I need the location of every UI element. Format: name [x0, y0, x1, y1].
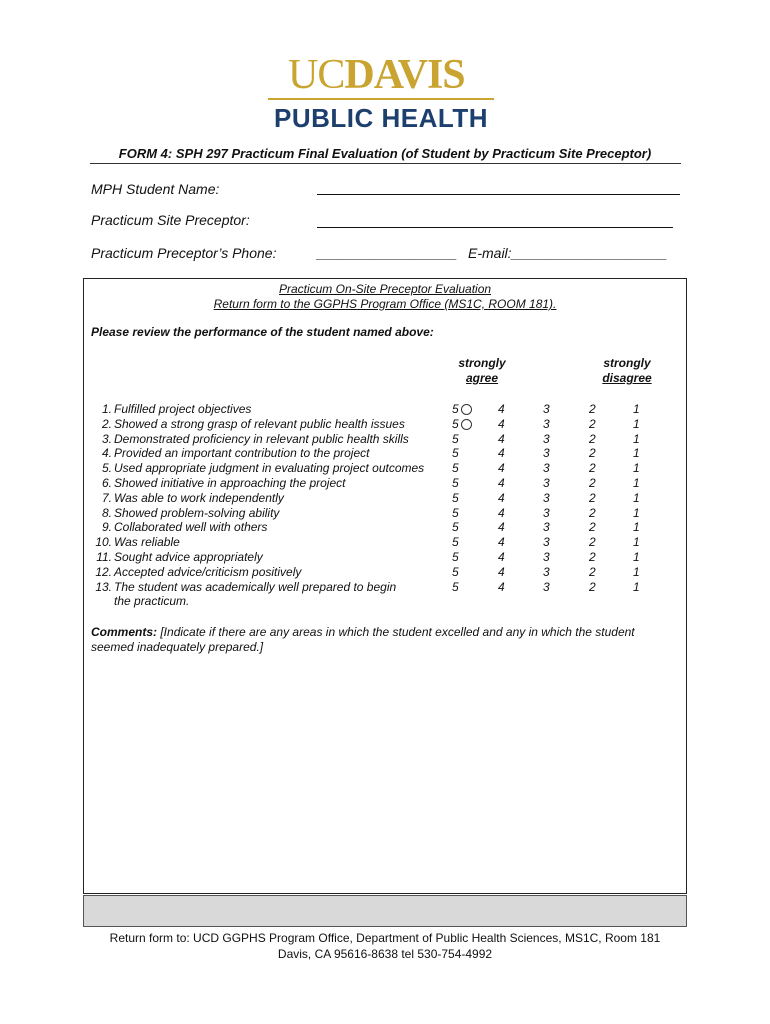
rating-option-5[interactable]: 5: [452, 535, 459, 549]
rating-option-4[interactable]: 4: [498, 565, 505, 579]
rating-option-4[interactable]: 4: [498, 402, 505, 416]
item-text: Showed problem-solving ability: [114, 506, 280, 520]
rating-option-1[interactable]: 1: [633, 432, 640, 446]
rating-option-3[interactable]: 3: [543, 520, 550, 534]
rating-option-5[interactable]: 5: [452, 580, 459, 594]
evaluation-item: [91, 476, 345, 490]
evaluation-item: [91, 565, 301, 579]
evaluation-item: [91, 446, 369, 460]
rating-option-3[interactable]: 3: [543, 506, 550, 520]
logo-subtitle: PUBLIC HEALTH: [274, 103, 489, 133]
form-title: FORM 4: SPH 297 Practicum Final Evaluation (of Student by Practicum Site Preceptor): [118, 146, 652, 161]
item-number: 1.: [101, 402, 112, 416]
rating-option-2[interactable]: 2: [589, 476, 596, 490]
phone-field[interactable]: __________________: [317, 245, 458, 261]
rating-option-4[interactable]: 4: [498, 550, 505, 564]
rating-option-1[interactable]: 1: [633, 476, 640, 490]
evaluation-item: [91, 520, 267, 534]
rating-option-2[interactable]: 2: [589, 550, 596, 564]
rating-option-2[interactable]: 2: [589, 417, 596, 431]
rating-option-5[interactable]: 5: [452, 491, 459, 505]
rating-option-2[interactable]: 2: [589, 446, 596, 460]
item-text: Fulfilled project objectives: [114, 402, 252, 416]
rating-option-3[interactable]: 3: [543, 446, 550, 460]
rating-option-5[interactable]: 5: [452, 565, 459, 579]
item-text: Demonstrated proficiency in relevant public health skills: [114, 432, 409, 446]
evaluation-item: [91, 402, 251, 416]
item-text: Accepted advice/criticism positively: [114, 565, 302, 579]
rating-option-2[interactable]: 2: [589, 491, 596, 505]
item-number: 3.: [101, 432, 112, 446]
rating-option-4[interactable]: 4: [498, 520, 505, 534]
rating-option-5[interactable]: 5: [452, 550, 459, 564]
return-note: Return form to the GGPHS Program Office (MS1C, ROOM 181).: [213, 297, 557, 311]
evaluation-heading: Practicum On-Site Preceptor Evaluation: [278, 282, 492, 296]
rating-option-1[interactable]: 1: [633, 520, 640, 534]
rating-option-3[interactable]: 3: [543, 417, 550, 431]
rating-option-2[interactable]: 2: [589, 580, 596, 594]
student-name-label: MPH Student Name:: [91, 181, 220, 197]
rating-option-4[interactable]: 4: [498, 491, 505, 505]
rating-option-1[interactable]: 1: [633, 506, 640, 520]
footer-line-2: Davis, CA 95616-8638 tel 530-754-4992: [277, 947, 493, 961]
rating-option-2[interactable]: 2: [589, 565, 596, 579]
footer: [83, 930, 687, 962]
item-number: 2.: [101, 417, 112, 431]
item-number: 13.: [95, 580, 112, 594]
signature-box: [83, 895, 687, 927]
rating-option-3[interactable]: 3: [543, 550, 550, 564]
student-name-field[interactable]: [317, 194, 680, 195]
item-text: Was able to work independently: [114, 491, 284, 505]
rating-option-3[interactable]: 3: [543, 491, 550, 505]
email-field[interactable]: E-mail:____________________: [468, 245, 668, 261]
footer-line-1: Return form to: UCD GGPHS Program Office, Department of Public Health Sciences, MS1C, Room 181: [109, 931, 661, 945]
rating-option-3[interactable]: 3: [543, 476, 550, 490]
item-number: 12.: [95, 565, 112, 579]
item-number: 9.: [101, 520, 112, 534]
rating-option-4[interactable]: 4: [498, 432, 505, 446]
rating-option-4[interactable]: 4: [498, 461, 505, 475]
item-number: 10.: [95, 535, 112, 549]
item-text: Showed initiative in approaching the project: [114, 476, 346, 490]
item-text: Showed a strong grasp of relevant public health issues: [114, 417, 405, 431]
rating-option-5[interactable]: 5: [452, 446, 459, 460]
rating-option-1[interactable]: 1: [633, 550, 640, 564]
rating-option-4[interactable]: 4: [498, 446, 505, 460]
rating-option-5[interactable]: 5: [452, 476, 459, 490]
rating-option-5[interactable]: 5: [452, 432, 459, 446]
rating-option-5[interactable]: 5: [452, 520, 459, 534]
rating-option-1[interactable]: 1: [633, 565, 640, 579]
rating-option-3[interactable]: 3: [543, 535, 550, 549]
item-text: The student was academically well prepared to begin: [114, 580, 397, 594]
rating-option-2[interactable]: 2: [589, 432, 596, 446]
rating-option-1[interactable]: 1: [633, 535, 640, 549]
preceptor-label: Practicum Site Preceptor:: [91, 212, 250, 228]
logo-wordmark: UCDAVIS: [288, 52, 465, 98]
rating-option-2[interactable]: 2: [589, 520, 596, 534]
evaluation-item: [91, 506, 279, 520]
rating-option-3[interactable]: 3: [543, 565, 550, 579]
evaluation-item: [91, 461, 424, 475]
rating-option-4[interactable]: 4: [498, 506, 505, 520]
ucdavis-public-health-logo: [268, 54, 494, 132]
rating-option-2[interactable]: 2: [589, 461, 596, 475]
preceptor-field[interactable]: [317, 227, 673, 228]
evaluation-item: [91, 491, 284, 505]
comments-label: Comments:: [91, 625, 158, 639]
rating-option-3[interactable]: 3: [543, 432, 550, 446]
evaluation-item: [91, 432, 409, 446]
rating-option-5[interactable]: 5: [452, 461, 459, 475]
rating-option-1[interactable]: 1: [633, 417, 640, 431]
rating-option-3[interactable]: 3: [543, 402, 550, 416]
rating-option-2[interactable]: 2: [589, 506, 596, 520]
item-text: Sought advice appropriately: [114, 550, 263, 564]
item-text-continued: the practicum.: [114, 594, 190, 608]
rating-option-4[interactable]: 4: [498, 535, 505, 549]
rating-option-1[interactable]: 1: [633, 402, 640, 416]
strongly-disagree-header: strongly disagree: [602, 356, 652, 385]
evaluation-item: [91, 535, 180, 549]
rating-option-5[interactable]: 5: [452, 402, 459, 416]
rating-option-3[interactable]: 3: [543, 580, 550, 594]
rating-option-4[interactable]: 4: [498, 417, 505, 431]
item-number: 11.: [96, 550, 112, 564]
item-text: Collaborated well with others: [114, 520, 268, 534]
rating-option-1[interactable]: 1: [633, 491, 640, 505]
evaluation-item: [91, 417, 405, 431]
item-text: Was reliable: [114, 535, 180, 549]
item-number: 5.: [101, 461, 112, 475]
radio-button-icon[interactable]: [461, 404, 472, 415]
rating-option-5[interactable]: 5: [452, 417, 459, 431]
rating-option-4[interactable]: 4: [498, 580, 505, 594]
radio-button-icon[interactable]: [461, 419, 472, 430]
rating-option-3[interactable]: 3: [543, 461, 550, 475]
item-number: 4.: [101, 446, 112, 460]
item-number: 7.: [101, 491, 112, 505]
rating-option-4[interactable]: 4: [498, 476, 505, 490]
logo-rule: [268, 98, 494, 100]
item-number: 8.: [101, 506, 112, 520]
title-divider: [90, 163, 681, 164]
rating-option-1[interactable]: 1: [633, 580, 640, 594]
rating-option-1[interactable]: 1: [633, 461, 640, 475]
comments-instruction: [Indicate if there are any areas in which the student excelled and any in which the student seemed inadequately prepared.]: [91, 625, 635, 654]
review-instruction: Please review the performance of the student named above:: [91, 325, 434, 339]
phone-label: Practicum Preceptor’s Phone:: [91, 245, 277, 261]
item-text: Provided an important contribution to the project: [114, 446, 370, 460]
evaluation-item: [91, 580, 396, 608]
rating-option-2[interactable]: 2: [589, 402, 596, 416]
rating-option-1[interactable]: 1: [633, 446, 640, 460]
evaluation-item: [91, 550, 263, 564]
item-number: 6.: [101, 476, 112, 490]
rating-option-2[interactable]: 2: [589, 535, 596, 549]
comments: [91, 625, 671, 655]
strongly-agree-header: strongly agree: [458, 356, 506, 385]
rating-option-5[interactable]: 5: [452, 506, 459, 520]
item-text: Used appropriate judgment in evaluating project outcomes: [114, 461, 425, 475]
